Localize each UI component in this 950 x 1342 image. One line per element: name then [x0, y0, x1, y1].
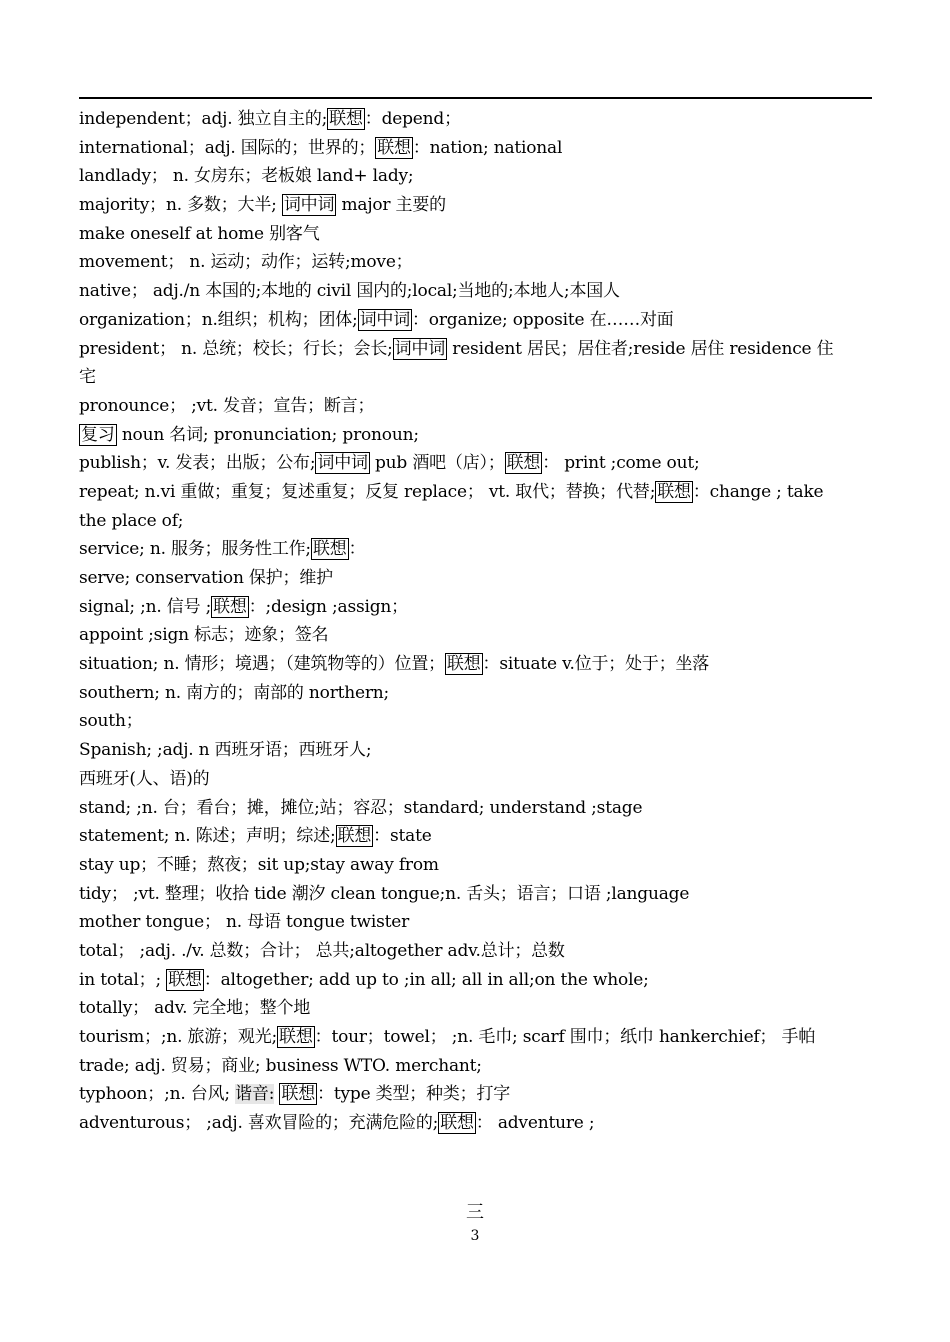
vocab-line [79, 105, 874, 134]
entry-text: adventurous； ;adj. 喜欢冒险的；充满危险的; [79, 1113, 439, 1134]
boxed-label: 复习 [81, 424, 115, 445]
entry-text: international；adj. 国际的；世界的； [79, 137, 376, 158]
boxed-label: 词中词 [317, 453, 368, 474]
entry-text: movement； n. 运动；动作；运转;move； [79, 252, 413, 273]
vocab-line [79, 162, 874, 191]
vocab-line [79, 621, 874, 650]
entry-text: publish；v. 发表；出版；公布; [79, 453, 316, 474]
entry-text: typhoon；;n. 台风; [79, 1084, 236, 1105]
vocab-line [79, 1052, 874, 1081]
entry-text: serve; conservation 保护；维护 [79, 568, 333, 588]
entry-text: 宅 [79, 367, 96, 388]
entry-text: ：tour；towel； ;n. 毛巾; scarf 围巾；纸巾 hankerchief； 手帕 [314, 1027, 816, 1047]
entry-text: resident 居民；居住者;reside 居住 residence 住 [447, 338, 834, 359]
entry-text: mother tongue； n. 母语 tongue twister [79, 912, 410, 933]
vocab-line [79, 277, 874, 306]
entry-text: appoint ;sign 标志；迹象；签名 [79, 625, 329, 646]
entry-text: in total；; [79, 969, 167, 990]
vocab-line [79, 306, 874, 335]
vocab-line [79, 478, 874, 507]
boxed-label: 词中词 [394, 338, 446, 359]
vocab-line [79, 794, 874, 823]
vocab-line [79, 535, 874, 564]
entry-text: south； [79, 711, 143, 732]
boxed-label: 联想 [440, 1113, 474, 1134]
entry-text: tidy； ;vt. 整理；收拾 tide 潮汐 clean tongue;n. 舌头；语言；口语 ;language [79, 883, 690, 904]
boxed-label: 联想 [213, 596, 247, 617]
boxed-label: 联想 [279, 1027, 313, 1047]
entry-text: independent；adj. 独立自主的; [79, 109, 328, 129]
vocab-line [79, 937, 874, 966]
entry-text: trade; adj. 贸易；商业; business WTO. merchant; [79, 1055, 482, 1076]
vocab-line [79, 220, 874, 249]
vocab-line [79, 248, 874, 277]
entry-text: stay up；不睡；熬夜；sit up;stay away from [79, 854, 439, 875]
entry-text: signal; ;n. 信号 ; [79, 596, 212, 617]
vocab-line [79, 650, 874, 679]
highlighted-label: 谐音: [235, 1084, 275, 1105]
entry-text: majority；n. 多数；大半; [79, 195, 282, 216]
entry-text: noun 名词; pronunciation; pronoun; [116, 424, 419, 445]
entry-text: native； adj./n 本国的;本地的 civil 国内的;local;当地的;本地人;本国人 [79, 281, 620, 302]
entry-text: ：organize; opposite 在……对面 [412, 309, 674, 330]
boxed-label: 词中词 [359, 309, 410, 330]
entry-text: make oneself at home 别客气 [79, 223, 320, 244]
entry-text: organization；n.组织；机构；团体; [79, 309, 358, 330]
header-rule [79, 97, 872, 99]
entry-text: pronounce； ;vt. 发音；宣告；断言； [79, 395, 375, 416]
boxed-label: 词中词 [283, 195, 335, 216]
boxed-label: 联想 [281, 1084, 316, 1105]
vocab-line [79, 507, 874, 536]
vocab-line [79, 908, 874, 937]
entry-text: ：situate v.位于；处于；坐落 [482, 654, 710, 675]
vocab-line [79, 1109, 874, 1138]
boxed-label: 联想 [506, 453, 541, 474]
entry-text: pub 酒吧（店）； [369, 453, 505, 474]
entry-text: stand; ;n. 台；看台；摊，摊位;站；容忍；standard; understand ;stage [79, 797, 643, 818]
vocab-line [79, 880, 874, 909]
entry-text: ：state [373, 826, 432, 847]
vocab-line [79, 1080, 874, 1109]
entry-text: ：depend； [364, 109, 461, 129]
vocab-line [79, 191, 874, 220]
vocab-line [79, 363, 874, 392]
entry-text: ： [348, 539, 366, 560]
entry-text: southern; n. 南方的；南部的 northern; [79, 682, 390, 703]
page-number: 3 [470, 1228, 480, 1244]
boxed-label: 联想 [329, 109, 363, 129]
vocab-line [79, 421, 874, 450]
boxed-label: 联想 [168, 969, 202, 990]
entry-text: ：change ; take [692, 481, 824, 502]
vocab-line [79, 736, 874, 765]
boxed-label: 联想 [446, 654, 481, 675]
vocab-line [79, 707, 874, 736]
entry-text: major 主要的 [336, 195, 446, 216]
boxed-label: 联想 [312, 539, 347, 560]
boxed-label: 联想 [377, 137, 411, 158]
vocab-line [79, 593, 874, 622]
vocab-line [79, 994, 874, 1023]
vocab-line [79, 134, 874, 163]
vocabulary-list [79, 105, 874, 1138]
entry-text: tourism；;n. 旅游；观光; [79, 1027, 278, 1047]
vocab-line [79, 564, 874, 593]
entry-text: repeat; n.vi 重做；重复；复述重复；反复 replace； vt. 取代；替换；代替; [79, 481, 656, 502]
entry-text: president； n. 总统；校长；行长；会长; [79, 338, 393, 359]
entry-text: total； ;adj. ./v. 总数；合计； 总共;altogether adv.总计；总数 [79, 940, 565, 961]
vocab-line [79, 851, 874, 880]
entry-text: totally； adv. 完全地；整个地 [79, 998, 311, 1019]
entry-text: ： print ;come out; [542, 453, 700, 474]
vocab-line [79, 765, 874, 794]
entry-text: situation; n. 情形；境遇；（建筑物等的）位置； [79, 654, 445, 675]
vocab-line [79, 335, 874, 364]
boxed-label: 联想 [657, 481, 691, 502]
entry-text: service; n. 服务；服务性工作; [79, 539, 311, 560]
vocab-line [79, 966, 874, 995]
entry-text: landlady； n. 女房东；老板娘 land+ lady; [79, 166, 414, 187]
vocab-line [79, 822, 874, 851]
entry-text: Spanish; ;adj. n 西班牙语；西班牙人; [79, 740, 372, 761]
entry-text: ：altogether; add up to ;in all; all in all;on the whole; [203, 969, 649, 990]
vocab-line [79, 679, 874, 708]
entry-text: the place of; [79, 510, 184, 531]
entry-text: statement; n. 陈述；声明；综述; [79, 826, 336, 847]
entry-text: ：;design ;assign； [248, 596, 408, 617]
vocab-line [79, 1023, 874, 1052]
entry-text: ：type 类型；种类；打字 [317, 1084, 511, 1105]
chapter-marker: 三 [466, 1202, 484, 1223]
vocab-line [79, 449, 874, 478]
entry-text: ：nation; national [412, 137, 563, 158]
entry-text: ： adventure ; [475, 1113, 595, 1134]
entry-text: 西班牙(人、语)的 [79, 768, 210, 789]
boxed-label: 联想 [337, 826, 372, 847]
vocab-line [79, 392, 874, 421]
